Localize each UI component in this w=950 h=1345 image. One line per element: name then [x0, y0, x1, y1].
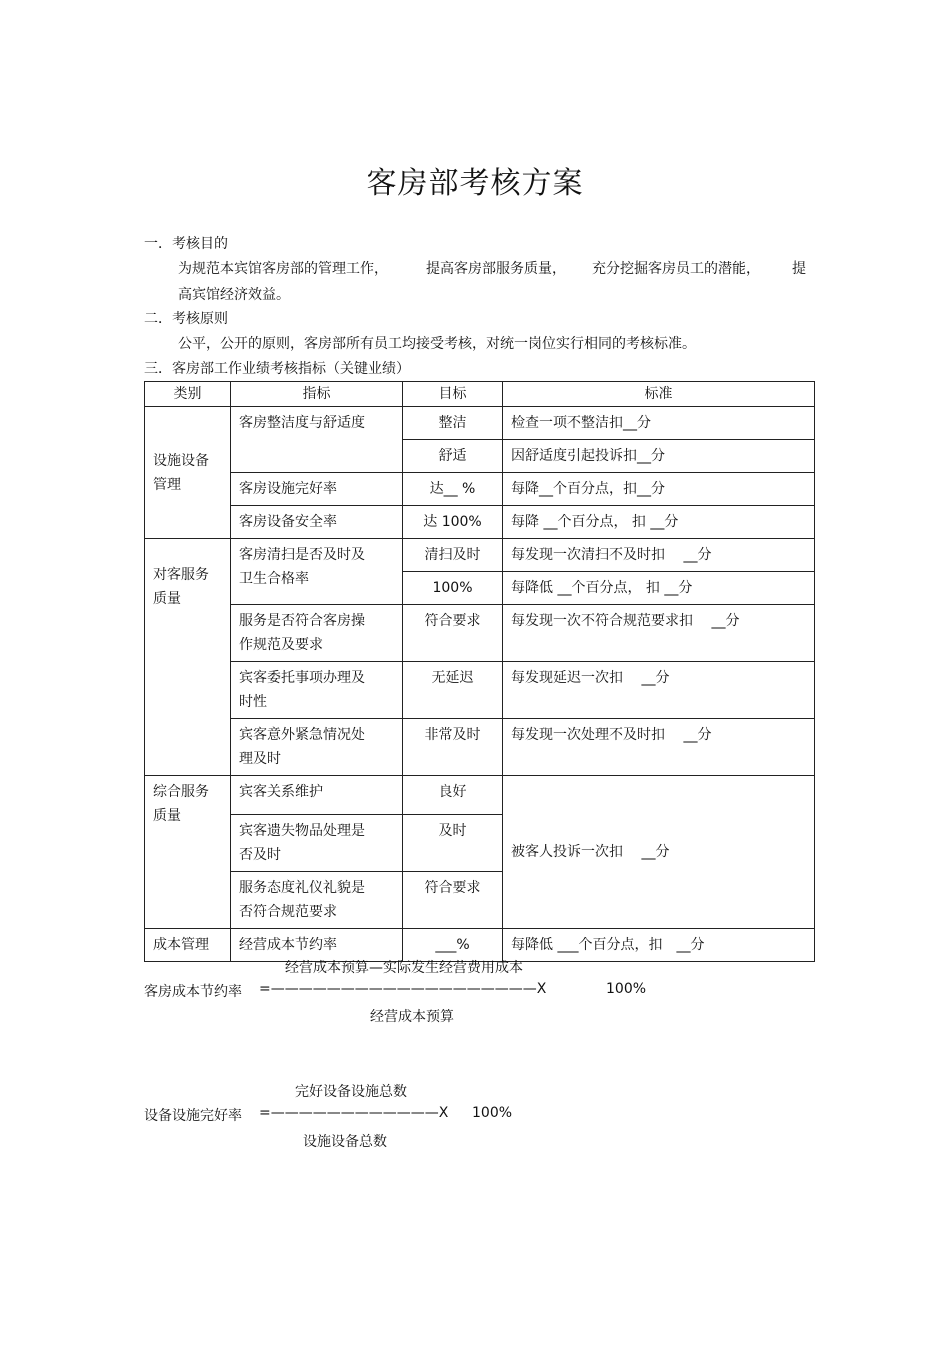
- formula1-denominator: 经营成本预算: [370, 1009, 454, 1025]
- standard-cell: 每发现延迟一次扣 __分: [503, 662, 815, 719]
- standard-cell: 每降__个百分点，扣__分: [503, 473, 815, 506]
- standard-cell: 每降 __个百分点， 扣 __分: [503, 506, 815, 539]
- table-row: [145, 605, 815, 662]
- formula2-percent: 100%: [472, 1105, 513, 1121]
- formula2-fraction-bar: =————————————X: [259, 1105, 449, 1121]
- header-target: 目标: [403, 382, 503, 407]
- formula2-label: 设备设施完好率: [144, 1108, 242, 1124]
- table-row: [145, 776, 815, 815]
- target-cell: 100%: [403, 572, 503, 605]
- target-cell: 符合要求: [403, 605, 503, 662]
- target-cell: 达__ %: [403, 473, 503, 506]
- indicator-cell: 服务态度礼仪礼貌是 否符合规范要求: [231, 872, 403, 929]
- section1-heading: 一．考核目的: [144, 236, 228, 252]
- header-standard: 标准: [503, 382, 815, 407]
- formula1-percent: 100%: [606, 981, 647, 997]
- document-title: 客房部考核方案: [366, 166, 584, 201]
- kpi-table: [144, 381, 815, 962]
- header-category: 类别: [145, 382, 231, 407]
- standard-cell: 每降低 ___个百分点，扣 __分: [503, 929, 815, 962]
- standard-cell: 每降低 __个百分点， 扣 __分: [503, 572, 815, 605]
- table-row: [145, 662, 815, 719]
- category-cell: 成本管理: [145, 929, 231, 962]
- target-cell: 及时: [403, 815, 503, 872]
- target-cell: 非常及时: [403, 719, 503, 776]
- formula1-fraction-bar: =———————————————————X: [259, 981, 547, 997]
- formula2-denominator: 设施设备总数: [303, 1134, 387, 1150]
- target-cell: 整洁: [403, 407, 503, 440]
- formula1-numerator: 经营成本预算—实际发生经营费用成本: [285, 960, 523, 976]
- target-cell: 清扫及时: [403, 539, 503, 572]
- indicator-cell: 宾客委托事项办理及 时性: [231, 662, 403, 719]
- section2-heading: 二．考核原则: [144, 311, 228, 327]
- category-cell: 综合服务 质量: [145, 776, 231, 929]
- standard-cell: 每发现一次不符合规范要求扣 __分: [503, 605, 815, 662]
- standard-cell: 检查一项不整洁扣__分: [503, 407, 815, 440]
- table-row: [145, 506, 815, 539]
- target-cell: 符合要求: [403, 872, 503, 929]
- table-row: [145, 719, 815, 776]
- indicator-cell: 客房清扫是否及时及 卫生合格率: [231, 539, 403, 605]
- formula2-numerator: 完好设备设施总数: [295, 1084, 407, 1100]
- target-cell: 良好: [403, 776, 503, 815]
- header-indicator: 指标: [231, 382, 403, 407]
- section3-heading: 三．客房部工作业绩考核指标（关键业绩）: [144, 361, 410, 377]
- category-cell: 对客服务 质量: [145, 539, 231, 776]
- section1-text-d: 提: [792, 261, 806, 277]
- target-cell: 舒适: [403, 440, 503, 473]
- indicator-cell: 服务是否符合客房操 作规范及要求: [231, 605, 403, 662]
- indicator-cell: 客房整洁度与舒适度: [231, 407, 403, 473]
- standard-cell: 每发现一次处理不及时扣 __分: [503, 719, 815, 776]
- section1-text-a: 为规范本宾馆客房部的管理工作，: [178, 261, 388, 277]
- section1-text-b: 提高客房部服务质量，: [426, 261, 566, 277]
- indicator-cell: 经营成本节约率: [231, 929, 403, 962]
- indicator-cell: 客房设备安全率: [231, 506, 403, 539]
- category-cell: 设施设备 管理: [145, 407, 231, 539]
- indicator-cell: 宾客意外紧急情况处 理及时: [231, 719, 403, 776]
- table-header-row: [145, 382, 815, 407]
- section1-text-c: 充分挖掘客房员工的潜能，: [592, 261, 760, 277]
- indicator-cell: 宾客关系维护: [231, 776, 403, 815]
- indicator-cell: 宾客遗失物品处理是 否及时: [231, 815, 403, 872]
- table-row: [145, 539, 815, 572]
- standard-cell: 被客人投诉一次扣 __分: [503, 776, 815, 929]
- section1-text-line2: 高宾馆经济效益。: [178, 287, 290, 303]
- section2-text: 公平，公开的原则，客房部所有员工均接受考核，对统一岗位实行相同的考核标准。: [178, 336, 696, 352]
- indicator-cell: 客房设施完好率: [231, 473, 403, 506]
- standard-cell: 因舒适度引起投诉扣__分: [503, 440, 815, 473]
- table-row: [145, 473, 815, 506]
- standard-cell: 每发现一次清扫不及时扣 __分: [503, 539, 815, 572]
- target-cell: 无延迟: [403, 662, 503, 719]
- target-cell: ___%: [403, 929, 503, 962]
- target-cell: 达 100%: [403, 506, 503, 539]
- formula1-label: 客房成本节约率: [144, 984, 242, 1000]
- table-row: [145, 407, 815, 440]
